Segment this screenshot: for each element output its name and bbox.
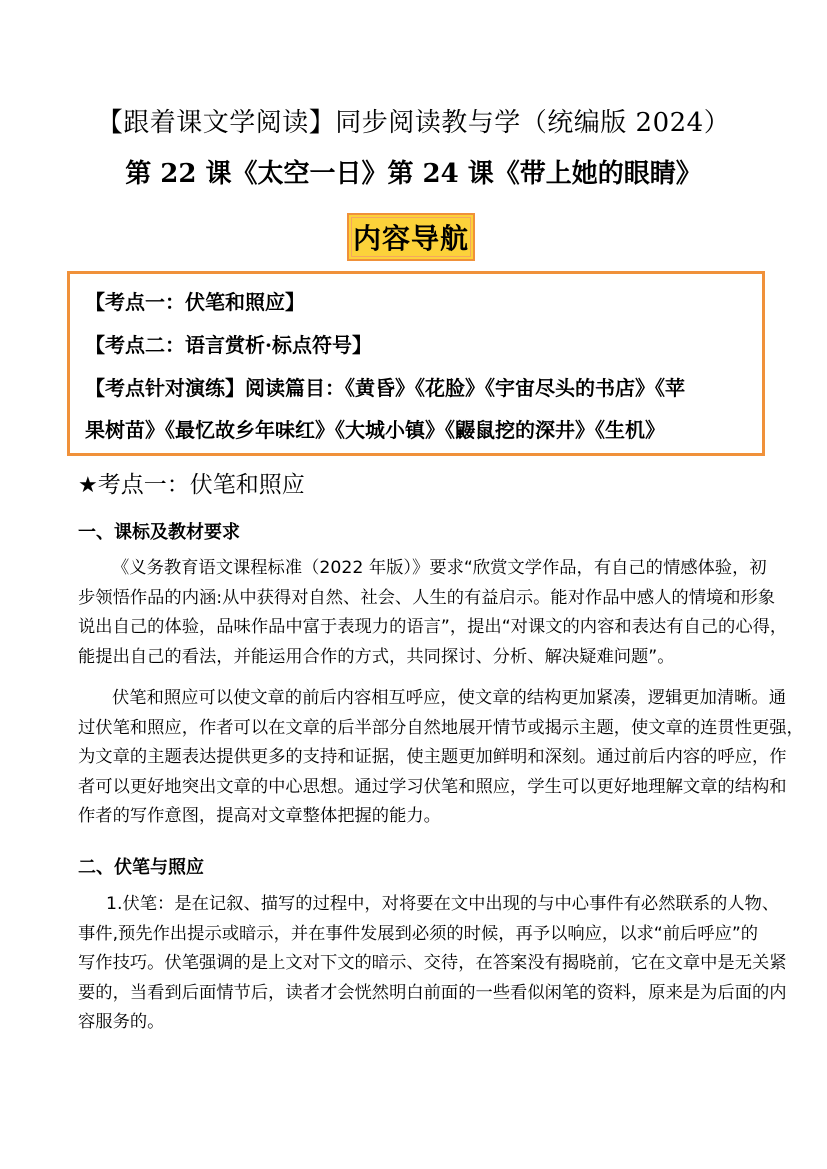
toc-item-4: 果树苗》《最忆故乡年味红》《大城小镇》《鼹鼠挖的深井》《生机》: [85, 418, 665, 442]
lesson-title: 第 22 课《太空一日》第 24 课《带上她的眼睛》: [125, 159, 702, 189]
toc-item-1: 【考点一：伏笔和照应】: [85, 290, 305, 314]
document-title: 【跟着课文学阅读】同步阅读教与学（统编版 2024）: [96, 108, 731, 138]
paragraph-line: 步领悟作品的内涵:从中获得对自然、社会、人生的有益启示。能对作品中感人的情境和形象: [78, 587, 776, 608]
paragraph-line: 1.伏笔：是在记叙、描写的过程中，对将要在文中出现的与中心事件有必然联系的人物、: [106, 894, 780, 914]
section-heading-text: 考点一：伏笔和照应: [97, 472, 305, 498]
paragraph-line: 者可以更好地突出文章的中心思想。通过学习伏笔和照应，学生可以更好地理解文章的结构和: [78, 776, 787, 797]
subheading-foreshadowing: 二、伏笔与照应: [78, 857, 204, 878]
badge-inner-border: [351, 217, 471, 257]
badge-label: 内容导航: [352, 222, 469, 255]
paragraph-line: 容服务的。: [78, 1012, 165, 1032]
paragraph-foreshadowing-definition: [78, 890, 787, 1038]
paragraph-line: 要的，当看到后面情节后，读者才会恍然明白前面的一些看似闲笔的资料，原来是为后面的内: [78, 982, 787, 1003]
table-of-contents: [67, 271, 765, 456]
content-navigation-badge: [347, 213, 475, 261]
paragraph-line: 过伏笔和照应，作者可以在文章的后半部分自然地展开情节或揭示主题，使文章的连贯性更强，: [78, 717, 804, 738]
toc-item-2: 【考点二：语言赏析·标点符号】: [85, 333, 372, 357]
subheading-curriculum: 一、课标及教材要求: [78, 522, 240, 543]
paragraph-curriculum: [78, 554, 788, 672]
paragraph-line: 事件,预先作出提示或暗示，并在事件发展到必须的时候，再予以响应，以求“前后呼应”的: [78, 923, 759, 944]
section-heading: [78, 468, 305, 503]
paragraph-line: 说出自己的体验，品味作品中富于表现力的语言”，提出“对课文的内容和表达有自己的心得，: [78, 617, 788, 637]
paragraph-line: 为文章的主题表达提供更多的支持和证据，使主题更加鲜明和深刻。通过前后内容的呼应，作: [78, 747, 787, 767]
paragraph-line: 写作技巧。伏笔强调的是上文对下文的暗示、交待，在答案没有揭晓前，它在文章中是无关紧: [78, 953, 787, 973]
star-icon: ★: [78, 473, 98, 498]
paragraph-line: 伏笔和照应可以使文章的前后内容相互呼应，使文章的结构更加紧凑，逻辑更加清晰。通: [112, 688, 786, 708]
paragraph-line: 能提出自己的看法，并能运用合作的方式，共同探讨、分析、解决疑难问题”。: [78, 646, 675, 667]
paragraph-line: 《义务教育语文课程标准（2022 年版）》要求“欣赏文学作品，有自己的情感体验，初: [112, 558, 767, 578]
toc-item-3: 【考点针对演练】阅读篇目：《黄昏》《花脸》《宇宙尽头的书店》《苹: [85, 376, 685, 400]
paragraph-line: 作者的写作意图，提高对文章整体把握的能力。: [78, 806, 441, 826]
paragraph-foreshadowing-purpose: [78, 684, 804, 832]
